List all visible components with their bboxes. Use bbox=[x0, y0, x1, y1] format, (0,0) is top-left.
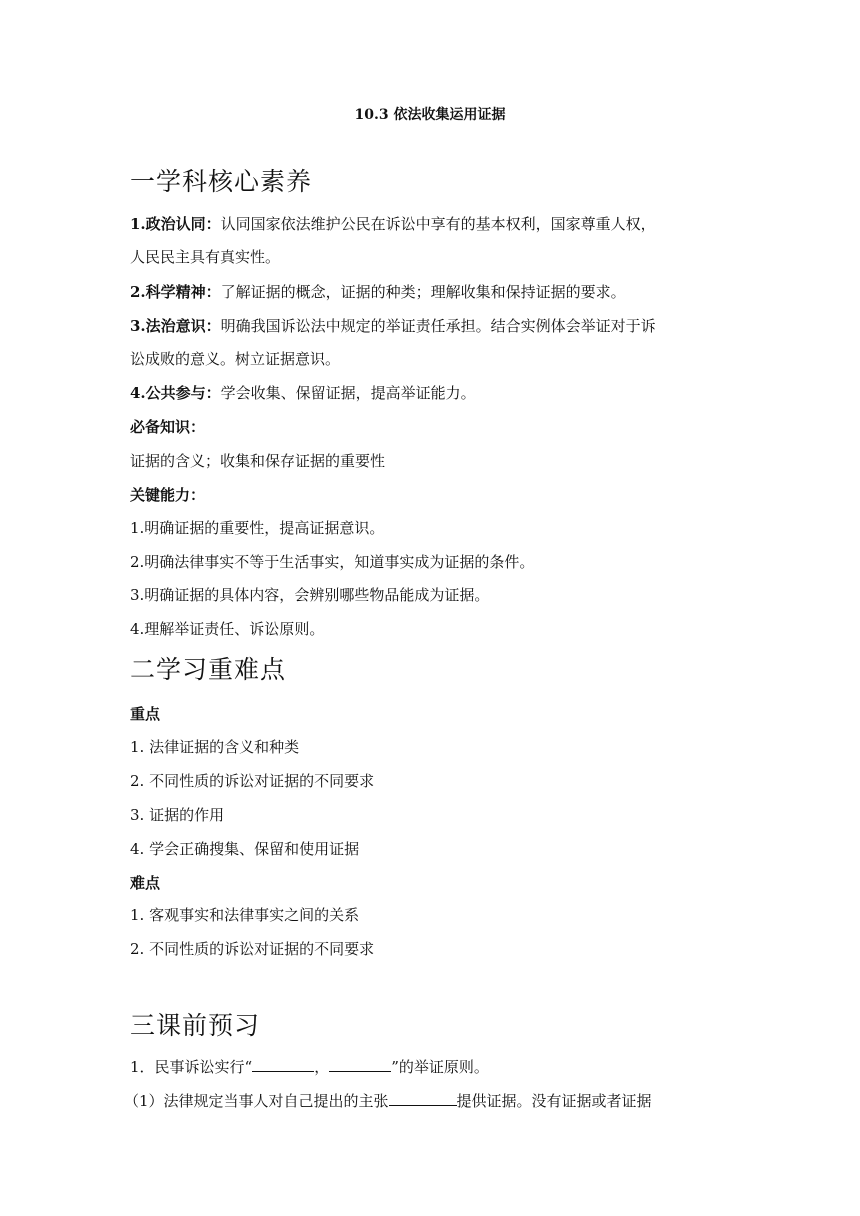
competency-item-4 bbox=[130, 382, 476, 403]
key-ability-item: 3.明确证据的具体内容，会辨别哪些物品能成为证据。 bbox=[130, 586, 490, 604]
section3-heading: 三课前预习 bbox=[130, 1011, 261, 1040]
competency-label: 2.科学精神： bbox=[130, 283, 221, 301]
competency-label: 1.政治认同： bbox=[130, 215, 221, 233]
key-ability-item: 1.明确证据的重要性，提高证据意识。 bbox=[130, 519, 385, 537]
key-point-item: 1. 法律证据的含义和种类 bbox=[130, 738, 300, 756]
competency-text: 明确我国诉讼法中规定的举证责任承担。结合实例体会举证对于诉 bbox=[220, 317, 656, 335]
key-point-item: 4. 学会正确搜集、保留和使用证据 bbox=[130, 840, 360, 858]
difficult-point-item: 1. 客观事实和法律事实之间的关系 bbox=[130, 906, 360, 924]
question-text: 1．民事诉讼实行“ bbox=[130, 1058, 253, 1076]
competency-text: 学会收集、保留证据，提高举证能力。 bbox=[220, 384, 476, 402]
competency-item-1-cont: 人民民主具有真实性。 bbox=[130, 248, 281, 266]
preview-question-1 bbox=[130, 1056, 489, 1077]
competency-text: 认同国家依法维护公民在诉讼中享有的基本权利，国家尊重人权， bbox=[220, 215, 656, 233]
key-point-item: 3. 证据的作用 bbox=[130, 806, 225, 824]
competency-label: 3.法治意识： bbox=[130, 317, 221, 335]
competency-item-2 bbox=[130, 281, 626, 302]
section2-heading: 二学习重难点 bbox=[130, 655, 287, 684]
key-ability-item: 4.理解举证责任、诉讼原则。 bbox=[130, 620, 325, 638]
key-ability-item: 2.明确法律事实不等于生活事实，知道事实成为证据的条件。 bbox=[130, 553, 535, 571]
fill-blank[interactable] bbox=[252, 1057, 314, 1072]
question-text: ， bbox=[314, 1058, 330, 1076]
question-text: ”的举证原则。 bbox=[391, 1058, 489, 1076]
required-knowledge-text: 证据的含义；收集和保存证据的重要性 bbox=[130, 452, 386, 470]
competency-item-3 bbox=[130, 315, 656, 336]
competency-label: 4.公共参与： bbox=[130, 384, 221, 402]
question-text: （1）法律规定当事人对自己提出的主张 bbox=[124, 1092, 389, 1110]
key-point-item: 2. 不同性质的诉讼对证据的不同要求 bbox=[130, 772, 375, 790]
fill-blank[interactable] bbox=[329, 1057, 391, 1072]
fill-blank[interactable] bbox=[389, 1091, 457, 1106]
required-knowledge-label: 必备知识： bbox=[130, 418, 206, 436]
preview-question-1-sub bbox=[124, 1090, 652, 1111]
section1-heading: 一学科核心素养 bbox=[130, 167, 313, 196]
document-title: 10.3 依法收集运用证据 bbox=[354, 107, 506, 123]
key-points-label: 重点 bbox=[130, 705, 161, 723]
competency-text: 了解证据的概念，证据的种类；理解收集和保持证据的要求。 bbox=[220, 283, 626, 301]
key-ability-label: 关键能力： bbox=[130, 486, 206, 504]
difficult-point-item: 2. 不同性质的诉讼对证据的不同要求 bbox=[130, 940, 375, 958]
question-text: 提供证据。没有证据或者证据 bbox=[456, 1092, 652, 1110]
difficult-points-label: 难点 bbox=[130, 874, 161, 892]
competency-item-3-cont: 讼成败的意义。树立证据意识。 bbox=[130, 350, 341, 368]
competency-item-1 bbox=[130, 213, 656, 234]
